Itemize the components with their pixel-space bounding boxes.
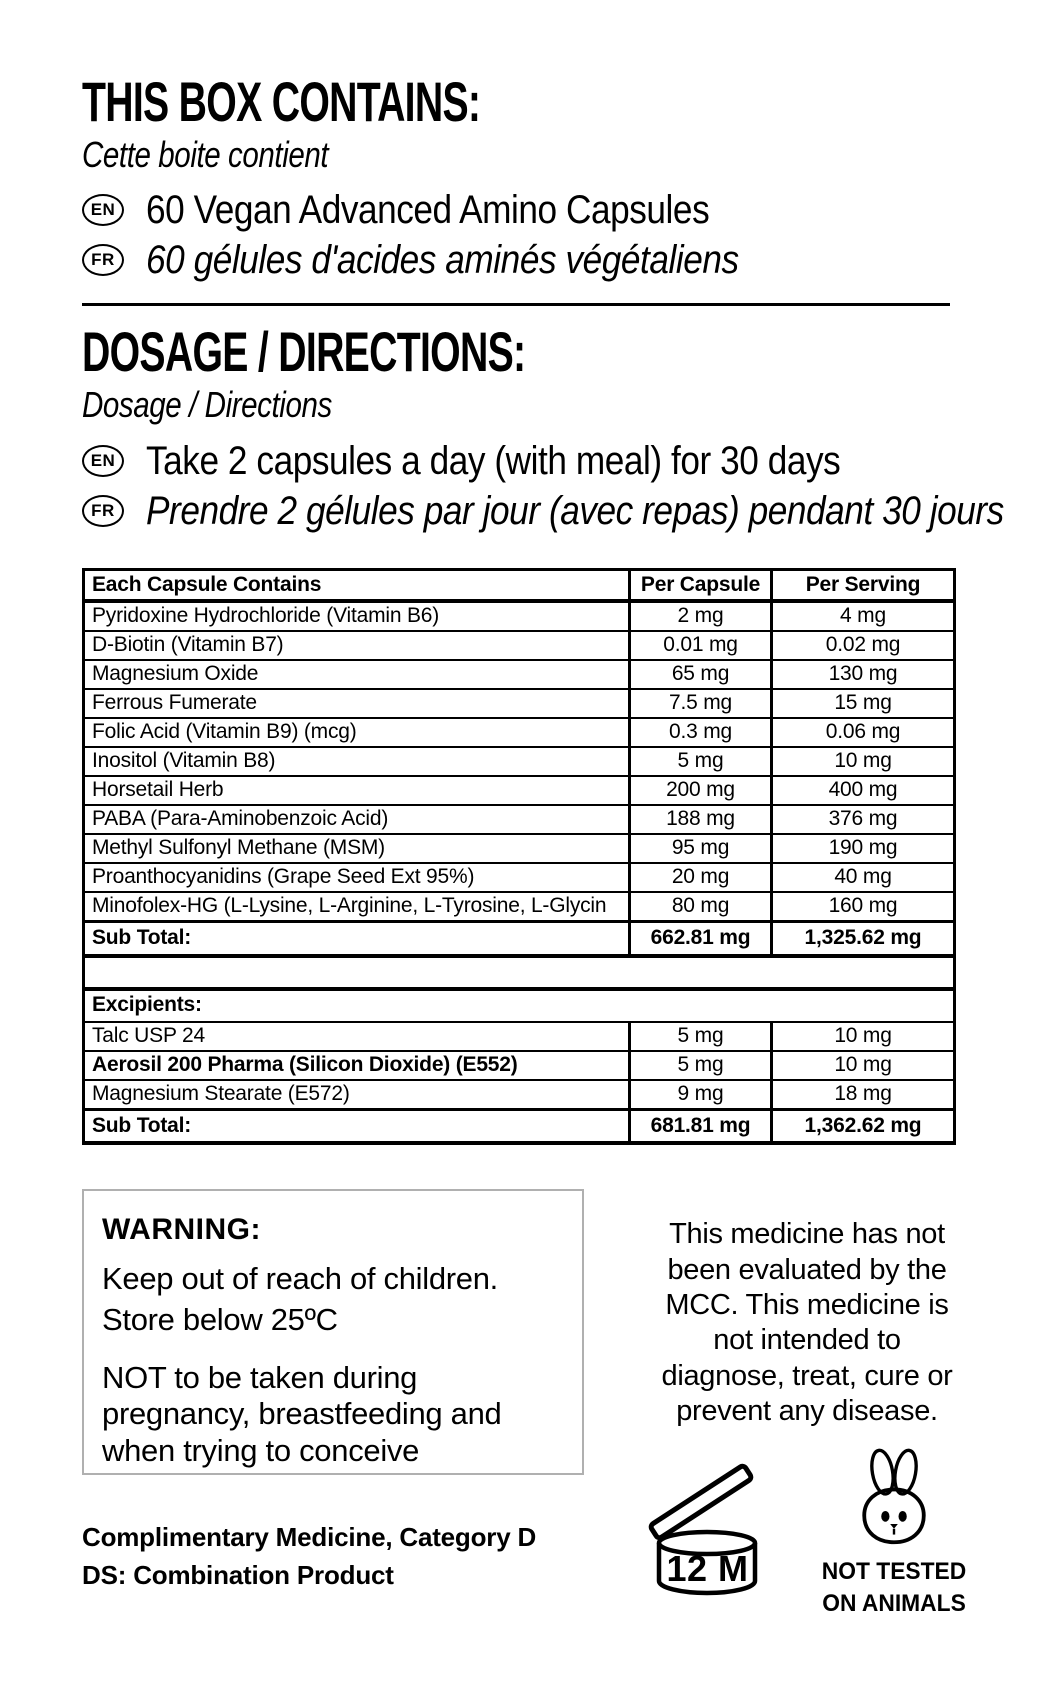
per-serving-value: 400 mg (772, 776, 955, 805)
per-capsule-value: 0.3 mg (630, 718, 772, 747)
per-serving-value: 0.02 mg (772, 631, 955, 660)
dosage-title: DOSAGE / DIRECTIONS: (82, 320, 526, 384)
per-serving-value: 10 mg (772, 1022, 955, 1051)
ingredient-name: Horsetail Herb (84, 776, 630, 805)
per-capsule-value: 65 mg (630, 660, 772, 689)
disclaimer-line: MCC. This medicine is (665, 1289, 949, 1322)
table-row (84, 718, 955, 747)
box-contains-en-row (82, 187, 1052, 233)
col-header-ingredient: Each Capsule Contains (84, 569, 630, 601)
dosage-en-row (82, 438, 1052, 484)
category-line: DS: Combination Product (82, 1559, 394, 1590)
dosage-section (82, 320, 1052, 533)
sub-total-per-capsule: 662.81 mg (630, 922, 772, 956)
table-row (84, 863, 955, 892)
excipients-header-row (84, 989, 955, 1022)
en-language-icon: EN (82, 445, 124, 477)
disclaimer-line: been evaluated by the (667, 1253, 947, 1286)
per-serving-value: 18 mg (772, 1080, 955, 1110)
ingredient-name: Pyridoxine Hydrochloride (Vitamin B6) (84, 601, 630, 631)
sub-total-row (84, 922, 955, 956)
ingredient-name: Magnesium Oxide (84, 660, 630, 689)
pao-months-label: 12 M (666, 1547, 749, 1589)
table-row (84, 1080, 955, 1110)
table-row (84, 631, 955, 660)
disclaimer-line: not intended to (713, 1324, 901, 1357)
warning-paragraph-2 (102, 1360, 564, 1470)
per-capsule-value: 188 mg (630, 805, 772, 834)
fr-language-icon: FR (82, 495, 124, 527)
symbols-row (643, 1446, 970, 1621)
per-capsule-value: 9 mg (630, 1080, 772, 1110)
disclaimer-column (584, 1189, 1030, 1620)
per-serving-value: 10 mg (772, 747, 955, 776)
warning-line: pregnancy, breastfeeding and (102, 1396, 502, 1432)
per-capsule-value: 95 mg (630, 834, 772, 863)
warning-line: Keep out of reach of children. (102, 1261, 498, 1297)
per-capsule-value: 7.5 mg (630, 689, 772, 718)
col-header-per-serving: Per Serving (772, 569, 955, 601)
not-tested-line: NOT TESTED (822, 1557, 967, 1585)
ingredient-name: Minofolex-HG (L-Lysine, L-Arginine, L-Tyrosine, L-Glycin (84, 892, 630, 922)
warning-line: when trying to conceive (102, 1433, 420, 1469)
pao-12m-icon (643, 1446, 778, 1598)
ingredient-name: Ferrous Fumerate (84, 689, 630, 718)
category-line: Complimentary Medicine, Category D (82, 1522, 537, 1553)
sub-total-per-capsule: 681.81 mg (630, 1109, 772, 1143)
mcc-disclaimer (661, 1217, 952, 1429)
ingredient-name: Inositol (Vitamin B8) (84, 747, 630, 776)
warning-line: Store below 25ºC (102, 1301, 338, 1337)
dosage-en-text: Take 2 capsules a day (with meal) for 30 days (146, 438, 841, 483)
table-spacer-row (84, 956, 955, 989)
per-serving-value: 376 mg (772, 805, 955, 834)
ingredients-table (82, 568, 956, 1146)
excipient-name: Aerosil 200 Pharma (Silicon Dioxide) (E552) (84, 1051, 630, 1080)
excipient-name: Talc USP 24 (84, 1022, 630, 1051)
box-contains-subtitle-fr: Cette boite contient (82, 134, 329, 175)
warning-title: WARNING: (102, 1213, 261, 1247)
fr-language-icon: FR (82, 244, 124, 276)
table-row (84, 1051, 955, 1080)
col-header-per-capsule: Per Capsule (630, 569, 772, 601)
per-serving-value: 0.06 mg (772, 718, 955, 747)
per-capsule-value: 5 mg (630, 747, 772, 776)
table-row (84, 776, 955, 805)
disclaimer-line: This medicine has not (669, 1218, 945, 1251)
not-tested-label (822, 1556, 966, 1621)
per-serving-value: 130 mg (772, 660, 955, 689)
per-serving-value: 15 mg (772, 689, 955, 718)
warning-column (82, 1189, 584, 1620)
per-serving-value: 4 mg (772, 601, 955, 631)
box-contains-fr-text: 60 gélules d'acides aminés végétaliens (146, 238, 739, 283)
table-row (84, 892, 955, 922)
dosage-fr-text: Prendre 2 gélules par jour (avec repas) pendant 30 jours (146, 488, 1004, 533)
excipients-sub-total-row (84, 1109, 955, 1143)
per-capsule-value: 20 mg (630, 863, 772, 892)
box-contains-fr-row (82, 237, 1052, 283)
per-capsule-value: 5 mg (630, 1022, 772, 1051)
ingredient-name: D-Biotin (Vitamin B7) (84, 631, 630, 660)
box-contains-title: THIS BOX CONTAINS: (82, 70, 481, 133)
rabbit-icon (846, 1448, 942, 1552)
warning-paragraph-1 (102, 1259, 564, 1340)
excipient-name: Magnesium Stearate (E572) (84, 1080, 630, 1110)
sub-total-per-serving: 1,325.62 mg (772, 922, 955, 956)
dosage-subtitle-fr: Dosage / Directions (82, 384, 332, 426)
table-row (84, 805, 955, 834)
section-divider (82, 303, 950, 306)
ingredient-name: PABA (Para-Aminobenzoic Acid) (84, 805, 630, 834)
per-capsule-value: 2 mg (630, 601, 772, 631)
per-capsule-value: 200 mg (630, 776, 772, 805)
ingredient-name: Methyl Sulfonyl Methane (MSM) (84, 834, 630, 863)
table-row (84, 689, 955, 718)
warning-line: NOT to be taken during (102, 1359, 418, 1395)
sub-total-label: Sub Total: (84, 922, 630, 956)
disclaimer-line: prevent any disease. (676, 1395, 938, 1428)
per-capsule-value: 0.01 mg (630, 631, 772, 660)
ingredient-name: Folic Acid (Vitamin B9) (mcg) (84, 718, 630, 747)
sub-total-label: Sub Total: (84, 1109, 630, 1143)
dosage-fr-row (82, 488, 1052, 534)
warning-box (82, 1189, 584, 1475)
not-tested-on-animals (818, 1446, 970, 1621)
en-language-icon: EN (82, 194, 124, 226)
box-contains-en-text: 60 Vegan Advanced Amino Capsules (146, 188, 710, 233)
box-contains-section (82, 70, 1052, 283)
table-row (84, 1022, 955, 1051)
table-header-row (84, 569, 955, 601)
table-row (84, 834, 955, 863)
sub-total-per-serving: 1,362.62 mg (772, 1109, 955, 1143)
table-row (84, 660, 955, 689)
per-serving-value: 190 mg (772, 834, 955, 863)
per-serving-value: 10 mg (772, 1051, 955, 1080)
not-tested-line: ON ANIMALS (822, 1589, 967, 1617)
per-capsule-value: 5 mg (630, 1051, 772, 1080)
excipients-label: Excipients: (84, 989, 955, 1022)
per-serving-value: 40 mg (772, 863, 955, 892)
category-statement (82, 1519, 584, 1594)
table-row (84, 601, 955, 631)
per-serving-value: 160 mg (772, 892, 955, 922)
disclaimer-line: diagnose, treat, cure or (661, 1359, 953, 1392)
bottom-section (82, 1189, 1030, 1620)
ingredient-name: Proanthocyanidins (Grape Seed Ext 95%) (84, 863, 630, 892)
per-capsule-value: 80 mg (630, 892, 772, 922)
table-row (84, 747, 955, 776)
